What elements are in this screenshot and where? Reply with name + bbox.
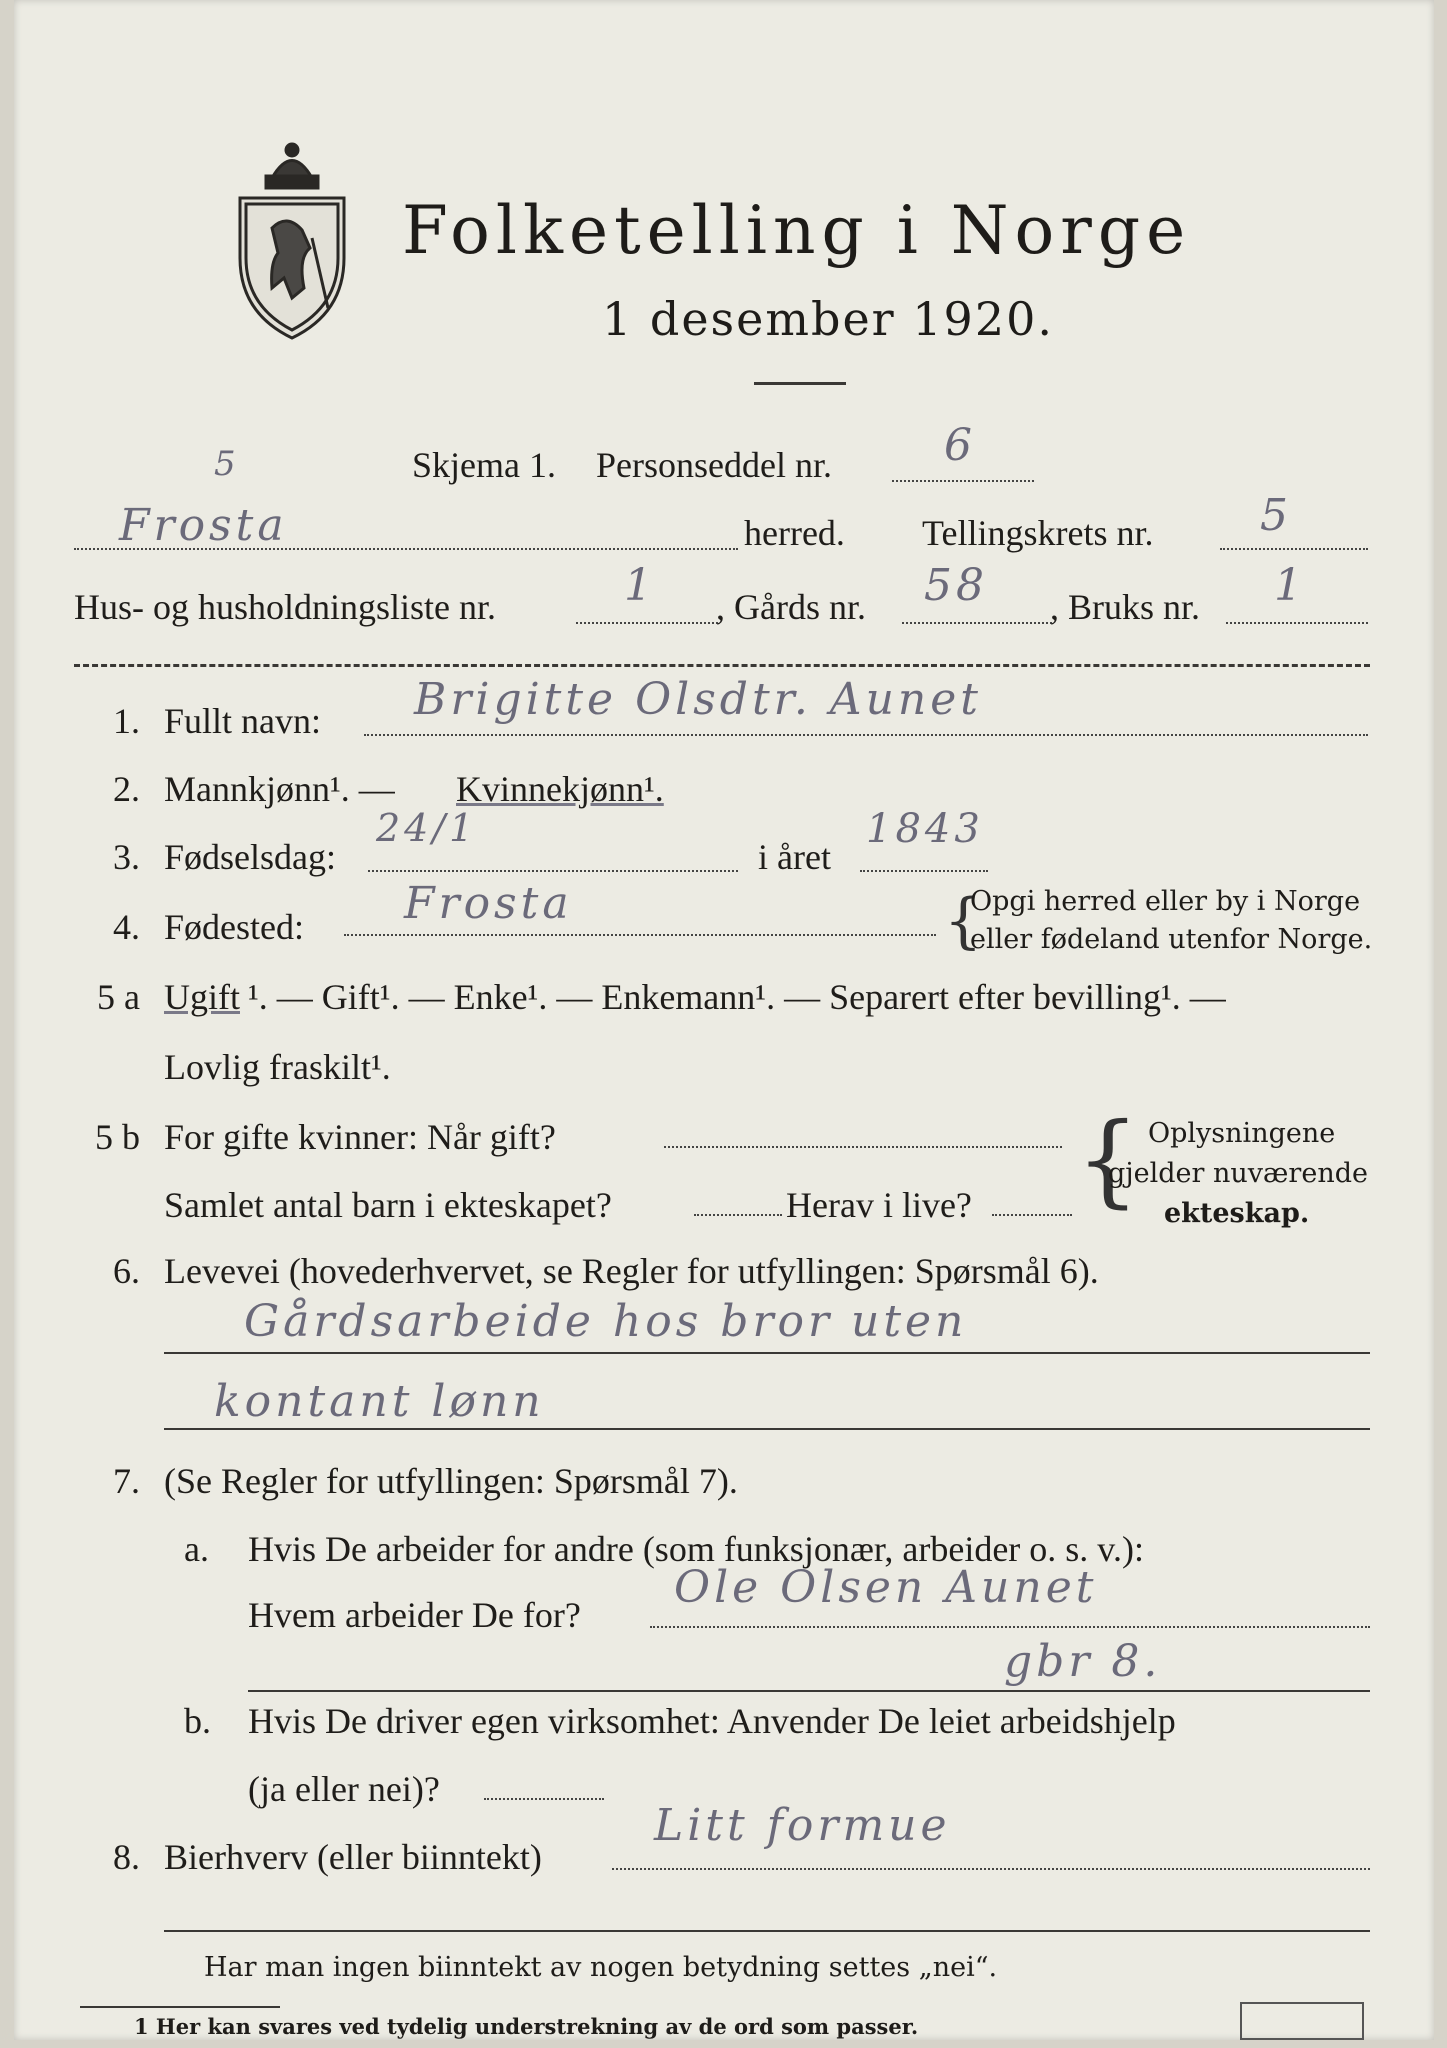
herred-label: herred. xyxy=(744,513,845,553)
q6-label: Levevei (hovederhvervet, se Regler for utfyllingen: Spørsmål 6). xyxy=(164,1251,1099,1291)
tellingskrets-label: Tellingskrets nr. xyxy=(922,513,1154,553)
q2-male: Mannkjønn¹. — xyxy=(164,769,395,809)
q7a-line2: Hvem arbeider De for? xyxy=(248,1595,581,1635)
q5a-ugift: Ugift xyxy=(164,977,240,1017)
q6-value-line1: Gårdsarbeide hos bror uten xyxy=(244,1296,968,1347)
q7a-line1: Hvis De arbeider for andre (som funksjonær, arbeider o. s. v.): xyxy=(248,1529,1144,1569)
q1-label: Fullt navn: xyxy=(164,701,322,741)
q2-female: Kvinnekjønn¹. xyxy=(456,769,664,809)
q4-label: Fødested: xyxy=(164,907,304,947)
q7b-line2: (ja eller nei)? xyxy=(248,1769,440,1809)
title-divider xyxy=(754,382,846,385)
q3-year-label: i året xyxy=(758,837,831,877)
section-divider xyxy=(74,664,1370,667)
q5b-note-line1: Oplysningene xyxy=(1148,1118,1336,1149)
q7-number: 7. xyxy=(113,1461,140,1501)
q7-label: (Se Regler for utfyllingen: Spørsmål 7). xyxy=(164,1461,738,1501)
personseddel-label: Personseddel nr. xyxy=(596,445,832,485)
gards-label: , Gårds nr. xyxy=(716,587,866,627)
census-form-page: Folketelling i Norge 1 desember 1920. Skjema 1. Personseddel nr. 6 5 Frosta herred. Tellingskrets nr. 5 Hus- og husholdningsliste nr. 1 , Gårds nr. 58 , Bruks nr. 1 1. Fullt navn: Brigitte Olsdtr. Aunet 2. Mannkjønn¹. — Kvinnekjønn¹. 3. Fødselsdag: 24/1 i året 1843 4. Fødested: Frosta { Opgi herred eller by i Norge eller fødeland utenfor Norge. 5 a Ugift ¹. — Gift¹. — Enke¹. — Enkemann¹. — Separert efter bevilling¹. — Lovlig fraskilt¹. 5 b For gifte kvinner: Når gift? Samlet antal barn i ekteskapet? Herav i live? { Oplysningene gjelder nuværende ekteskap. 6. Levevei (hovederhvervet, se Regler for utfyllingen: Spørsmål 6). Gårdsarbeide hos bror uten kontant lønn 7. (Se Regler for utfyllingen: Spørsmål 7). a. Hvis De arbeider for andre (som funksjonær, arbeider o. s. v.): Hvem arbeider De for? Ole Olsen Aunet gbr 8. b. Hvis De driver egen virksomhet: Anvender De leiet arbeidshjelp (ja eller nei)? 8. Bierhverv (eller biinntekt) Litt formue Har man ingen biinntekt av nogen betydning settes „nei“. 1 Her kan svares ved tydelig understrekning av de ord som passer. xyxy=(14,0,1434,2040)
q8-value: Litt formue xyxy=(654,1800,951,1851)
q5b-number: 5 b xyxy=(95,1117,140,1157)
q7b-letter: b. xyxy=(184,1701,211,1741)
q8-label: Bierhverv (eller biinntekt) xyxy=(164,1837,542,1877)
q4-value: Frosta xyxy=(404,878,573,929)
bruks-value: 1 xyxy=(1274,560,1306,611)
bruks-label: , Bruks nr. xyxy=(1050,587,1201,627)
footnote: 1 Her kan svares ved tydelig understrekning av de ord som passer. xyxy=(134,2014,919,2039)
personseddel-value: 6 xyxy=(944,420,976,471)
q5b-line2: Samlet antal barn i ekteskapet? xyxy=(164,1185,612,1225)
q3-number: 3. xyxy=(113,837,140,877)
schema-label: Skjema 1. xyxy=(412,445,556,485)
form-title: Folketelling i Norge xyxy=(402,192,1192,269)
q3-label: Fødselsdag: xyxy=(164,837,337,877)
herred-prefix-mark: 5 xyxy=(214,444,240,484)
q7a-value2: gbr 8. xyxy=(1004,1636,1162,1687)
coat-of-arms-icon xyxy=(232,138,352,343)
gards-value: 58 xyxy=(924,560,988,611)
tellingskrets-value: 5 xyxy=(1260,490,1292,541)
q5a-line2: Lovlig fraskilt¹. xyxy=(164,1047,391,1087)
footer-note: Har man ingen biinntekt av nogen betydning settes „nei“. xyxy=(204,1952,998,1983)
q5a-options: ¹. — Gift¹. — Enke¹. — Enkemann¹. — Separert efter bevilling¹. — xyxy=(248,977,1226,1017)
census-date: 1 desember 1920. xyxy=(602,292,1054,346)
husliste-label: Hus- og husholdningsliste nr. xyxy=(74,587,497,627)
q5b-line1: For gifte kvinner: Når gift? xyxy=(164,1117,556,1157)
q1-value: Brigitte Olsdtr. Aunet xyxy=(414,674,982,725)
herred-value: Frosta xyxy=(119,500,288,551)
q5a-number: 5 a xyxy=(97,977,140,1017)
q7a-letter: a. xyxy=(184,1529,209,1569)
q3-year-value: 1843 xyxy=(866,806,984,852)
q2-number: 2. xyxy=(113,769,140,809)
q6-number: 6. xyxy=(113,1251,140,1291)
q6-value-line2: kontant lønn xyxy=(214,1376,545,1427)
q4-note-line2: eller fødeland utenfor Norge. xyxy=(970,924,1373,955)
q7b-line1: Hvis De driver egen virksomhet: Anvender De leiet arbeidshjelp xyxy=(248,1701,1176,1741)
q3-day-value: 24/1 xyxy=(376,806,478,850)
q1-number: 1. xyxy=(113,701,140,741)
husliste-value: 1 xyxy=(624,560,656,611)
q4-number: 4. xyxy=(113,907,140,947)
q5b-note-line2: gjelder nuværende xyxy=(1108,1158,1368,1189)
printer-stamp-icon xyxy=(1240,2002,1364,2040)
q4-note-line1: Opgi herred eller by i Norge xyxy=(970,886,1361,917)
q5b-note-line3: ekteskap. xyxy=(1164,1198,1310,1229)
q5b-herav: Herav i live? xyxy=(786,1185,972,1225)
q7a-value1: Ole Olsen Aunet xyxy=(674,1562,1098,1613)
q8-number: 8. xyxy=(113,1837,140,1877)
